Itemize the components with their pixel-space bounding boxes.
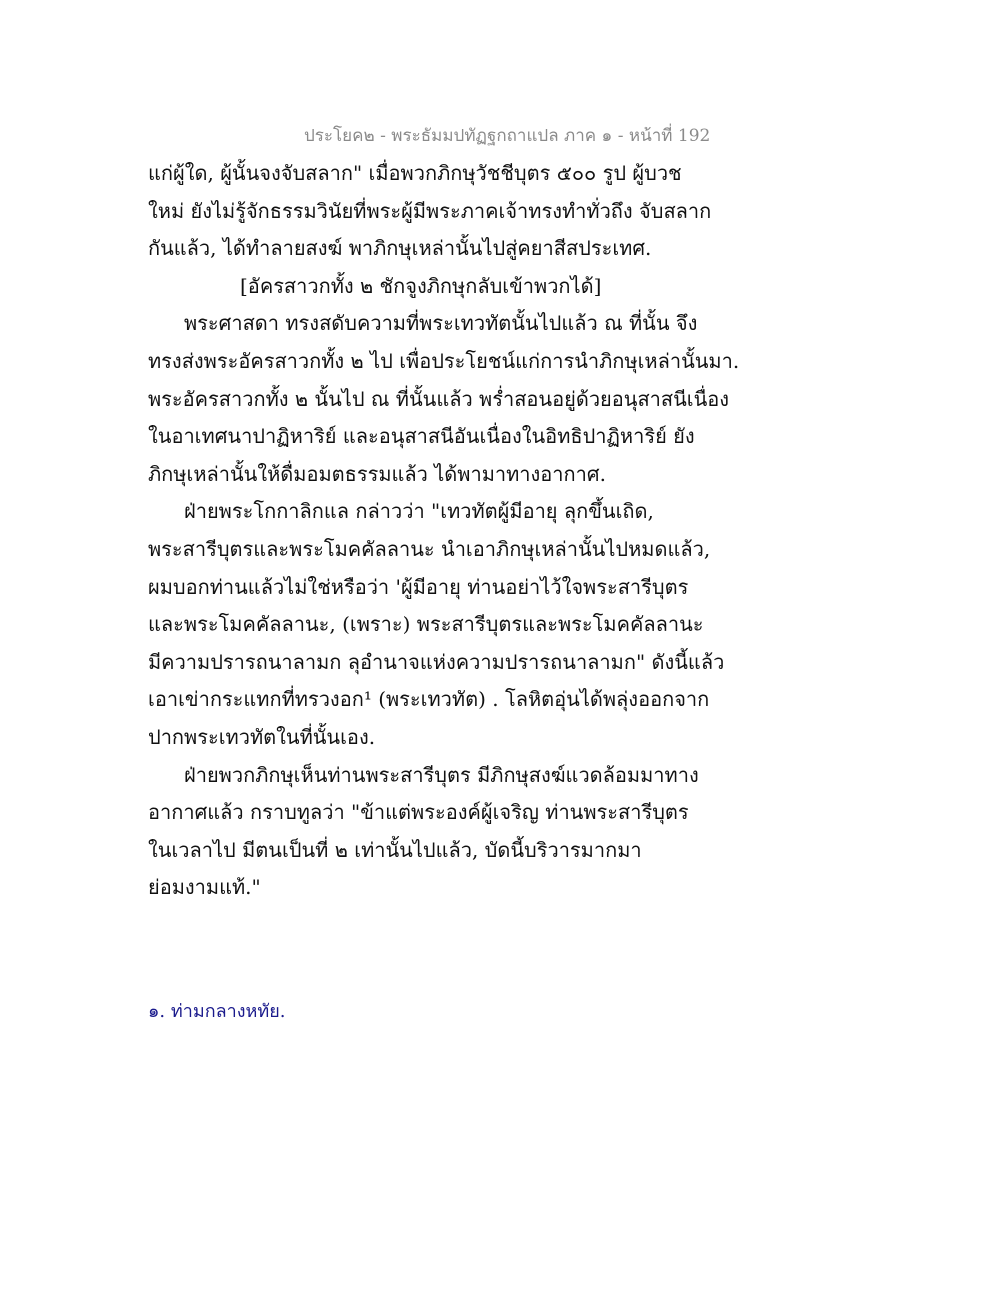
text-line: ย่อมงามแท้." — [148, 875, 261, 900]
section-heading: [อัครสาวกทั้ง ๒ ชักจูงภิกษุกลับเข้าพวกได้] — [240, 273, 602, 298]
text-line: มีความปรารถนาลามก ลุอำนาจแห่งความปรารถนาลามก" ดังนี้แล้ว — [148, 649, 725, 674]
text-line: ปากพระเทวทัตในที่นั้นเอง. — [148, 724, 376, 749]
text-line: ภิกษุเหล่านั้นให้ดื่มอมตธรรมแล้ว ได้พามาทางอากาศ. — [148, 461, 606, 486]
text-line: ในอาเทศนาปาฏิหาริย์ และอนุสาสนีอันเนื่องในอิทธิปาฏิหาริย์ ยัง — [148, 424, 695, 449]
text-line: อากาศแล้ว กราบทูลว่า "ข้าแต่พระองค์ผู้เจริญ ท่านพระสารีบุตร — [148, 800, 689, 825]
text-line: เอาเข่ากระแทกที่ทรวงอก¹ (พระเทวทัต) . โลหิตอุ่นได้พลุ่งออกจาก — [148, 687, 710, 712]
body-text — [148, 160, 748, 912]
paragraph-start-line: ฝ่ายพวกภิกษุเห็นท่านพระสารีบุตร มีภิกษุสงฆ์แวดล้อมมาทาง — [184, 762, 699, 787]
text-line: ผมบอกท่านแล้วไม่ใช่หรือว่า 'ผู้มีอายุ ท่านอย่าไว้ใจพระสารีบุตร — [148, 574, 689, 599]
paragraph-start-line: พระศาสดา ทรงสดับความที่พระเทวทัตนั้นไปแล้ว ณ ที่นั้น จึง — [184, 311, 698, 336]
footnote: ๑. ท่ามกลางหทัย. — [148, 1001, 286, 1022]
paragraph-start-line: ฝ่ายพระโกกาลิกแล กล่าวว่า "เทวทัตผู้มีอายุ ลุกขึ้นเถิด, — [184, 499, 654, 524]
text-line: ทรงส่งพระอัครสาวกทั้ง ๒ ไป เพื่อประโยชน์แก่การนำภิกษุเหล่านั้นมา. — [148, 348, 740, 373]
text-line: แก่ผู้ใด, ผู้นั้นจงจับสลาก" เมื่อพวกภิกษุวัชชีบุตร ๕๐๐ รูป ผู้บวช — [148, 161, 682, 185]
text-line: พระสารีบุตรและพระโมคคัลลานะ นำเอาภิกษุเหล่านั้นไปหมดแล้ว, — [148, 536, 711, 561]
text-line: ในเวลาไป มีตนเป็นที่ ๒ เท่านั้นไปแล้ว, บัดนี้บริวารมากมา — [148, 837, 642, 862]
text-line: ใหม่ ยังไม่รู้จักธรรมวินัยที่พระผู้มีพระภาคเจ้าทรงทำทั่วถึง จับสลาก — [148, 198, 712, 223]
text-line: กันแล้ว, ได้ทำลายสงฆ์ พาภิกษุเหล่านั้นไปสู่คยาสีสประเทศ. — [148, 236, 652, 261]
text-line: และพระโมคคัลลานะ, (เพราะ) พระสารีบุตรและพระโมคคัลลานะ — [148, 612, 704, 637]
running-header: ประโยค๒ - พระธัมมปทัฏฐกถาแปล ภาค ๑ - หน้าที่ 192 — [304, 126, 711, 146]
text-line: พระอัครสาวกทั้ง ๒ นั้นไป ณ ที่นั้นแล้ว พร่ำสอนอยู่ด้วยอนุสาสนีเนื่อง — [148, 386, 730, 411]
